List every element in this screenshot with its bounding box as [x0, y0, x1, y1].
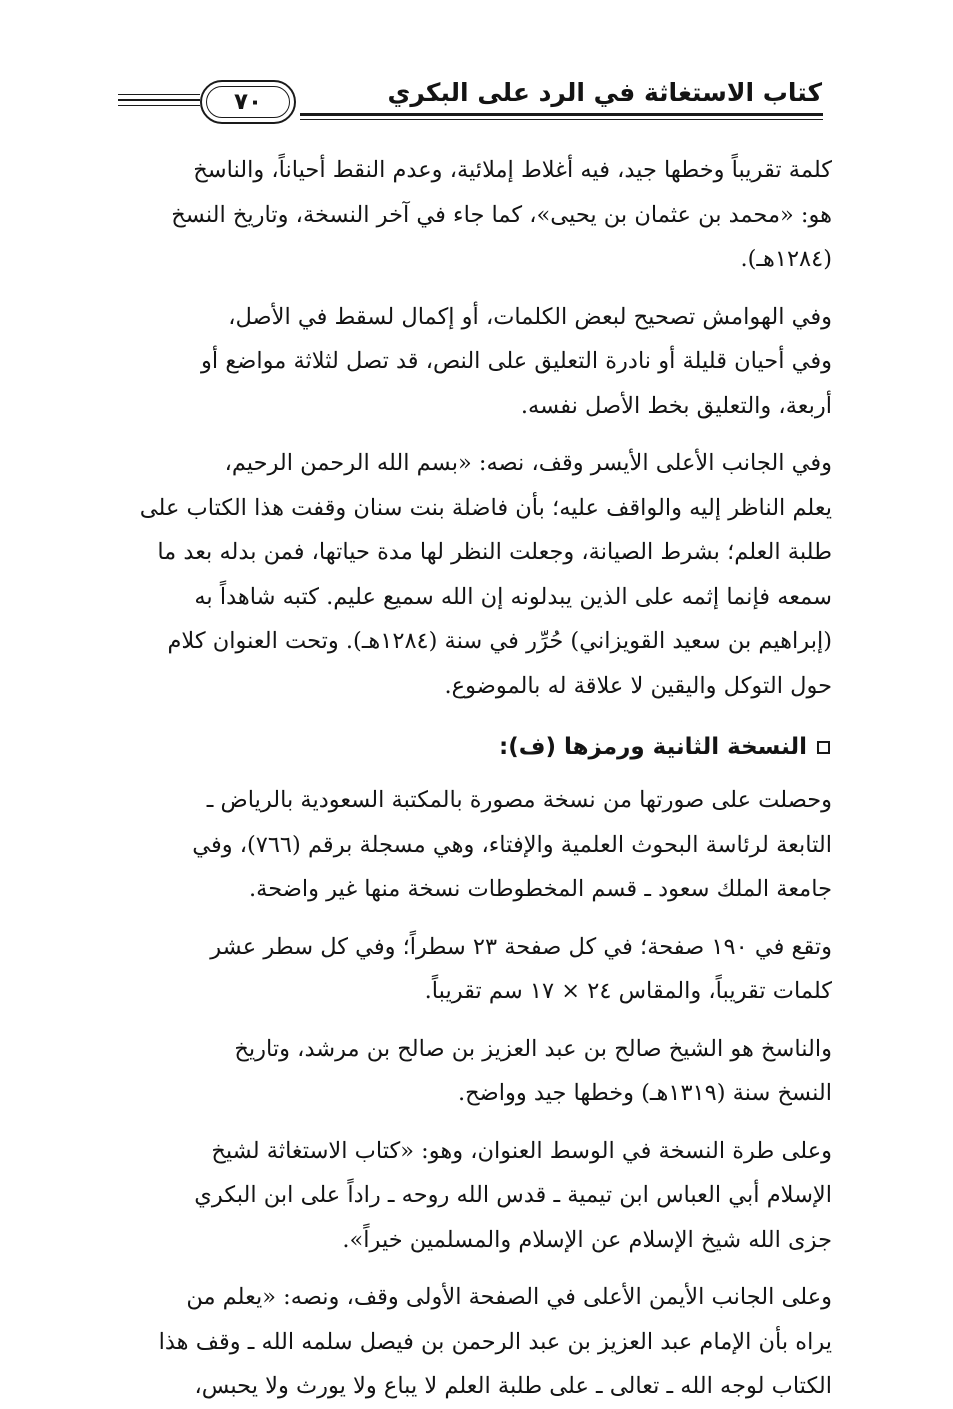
text-line: وفي الجانب الأعلى الأيسر وقف، نصه: «بسم الله الرحمن الرحيم،: [224, 450, 832, 476]
text-line: حول التوكل واليقين لا علاقة له بالموضوع.: [444, 672, 832, 699]
text-line: وعلى طرة النسخة في الوسط العنوان، وهو: «كتاب الاستغاثة لشيخ: [211, 1137, 832, 1164]
text-line: أربعة، والتعليق بخط الأصل نفسه.: [520, 392, 832, 419]
text-line: الكتاب لوجه الله ـ تعالى ـ على طلبة العلم لا يباع ولا يورث ولا يحبس،: [194, 1373, 832, 1399]
header-rule-thick: [300, 113, 823, 116]
paragraph: [112, 148, 832, 282]
text-line: وعلى الجانب الأيمن الأعلى في الصفحة الأولى وقف، ونصه: «يعلم من: [186, 1284, 832, 1310]
paragraph: [112, 925, 832, 1014]
paragraph: [112, 778, 832, 912]
text-line: يعلم الناظر إليه والواقف عليه؛ بأن فاضلة بنت سنان وقفت هذا الكتاب على: [139, 494, 832, 521]
text-line: جزى الله شيخ الإسلام عن الإسلام والمسلمين خيراً».: [342, 1226, 832, 1253]
text-line: وحصلت على صورتها من نسخة مصورة بالمكتبة السعودية بالرياض ـ: [206, 787, 832, 813]
text-line: النسخ سنة (١٣١٩هـ) وخطها جيد وواضح.: [457, 1080, 832, 1106]
header-ornament-lines: [118, 94, 200, 108]
section-heading-text: النسخة الثانية ورمزها (ف):: [499, 734, 807, 760]
text-line: وفي أحيان قليلة أو نادرة التعليق على النص، قد تصل لثلاثة مواضع أو: [201, 348, 832, 374]
paragraph: [112, 295, 832, 429]
text-line: (١٢٨٤هـ).: [740, 246, 832, 272]
text-line: الإسلام أبي العباس ابن تيمية ـ قدس الله روحه ـ راداً على ابن البكري: [194, 1182, 832, 1208]
text-line: سمعه فإنما إثمه على الذين يبدلونه إن الله سميع عليم. كتبه شاهداً به: [194, 583, 832, 610]
text-line: يراه بأن الإمام عبد العزيز بن عبد الرحمن بن فيصل سلمه الله ـ وقف هذا: [158, 1328, 832, 1355]
text-line: كلمة تقريباً وخطها جيد، فيه أغلاط إملائية، وعدم النقط أحياناً، والناسخ: [193, 157, 832, 183]
paragraph: [112, 1129, 832, 1263]
text-line: كلمات تقريباً، والمقاس ٢٤ × ١٧ سم تقريباً.: [424, 978, 832, 1004]
section-heading: [112, 725, 832, 769]
text-line: وفي الهوامش تصحيح لبعض الكلمات، أو إكمال لسقط في الأصل،: [228, 303, 832, 330]
text-line: التابعة لرئاسة البحوث العلمية والإفتاء، وهي مسجلة برقم (٧٦٦)، وفي: [192, 831, 832, 858]
square-bullet-icon: [817, 741, 830, 754]
page-number: ٧٠: [233, 89, 263, 115]
text-line: هو: «محمد بن عثمان بن يحيى»، كما جاء في آخر النسخة، وتاريخ النسخ: [171, 201, 832, 228]
header-rule-thin: [300, 119, 823, 120]
page-number-badge: [200, 80, 296, 124]
text-line: جامعة الملك سعود ـ قسم المخطوطات نسخة منها غير واضحة.: [249, 876, 832, 902]
text-line: وتقع في ١٩٠ صفحة؛ في كل صفحة ٢٣ سطراً؛ وفي كل سطر عشر: [210, 933, 832, 960]
text-line: طلبة العلم؛ بشرط الصيانة، وجعلت النظر لها مدة حياتها، فمن بدله بعد ما: [157, 539, 832, 565]
text-line: (إبراهيم بن سعيد القويزاني) حُرِّر في سنة (١٢٨٤هـ). وتحت العنوان كلام: [167, 628, 832, 654]
paragraph: [112, 441, 832, 708]
paragraph: [112, 1275, 832, 1409]
running-title: كتاب الاستغاثة في الرد على البكري: [387, 78, 822, 107]
paragraph: [112, 1027, 832, 1116]
body-text: [112, 148, 832, 1409]
text-line: والناسخ هو الشيخ صالح بن عبد العزيز بن صالح بن مرشد، وتاريخ: [234, 1035, 832, 1062]
